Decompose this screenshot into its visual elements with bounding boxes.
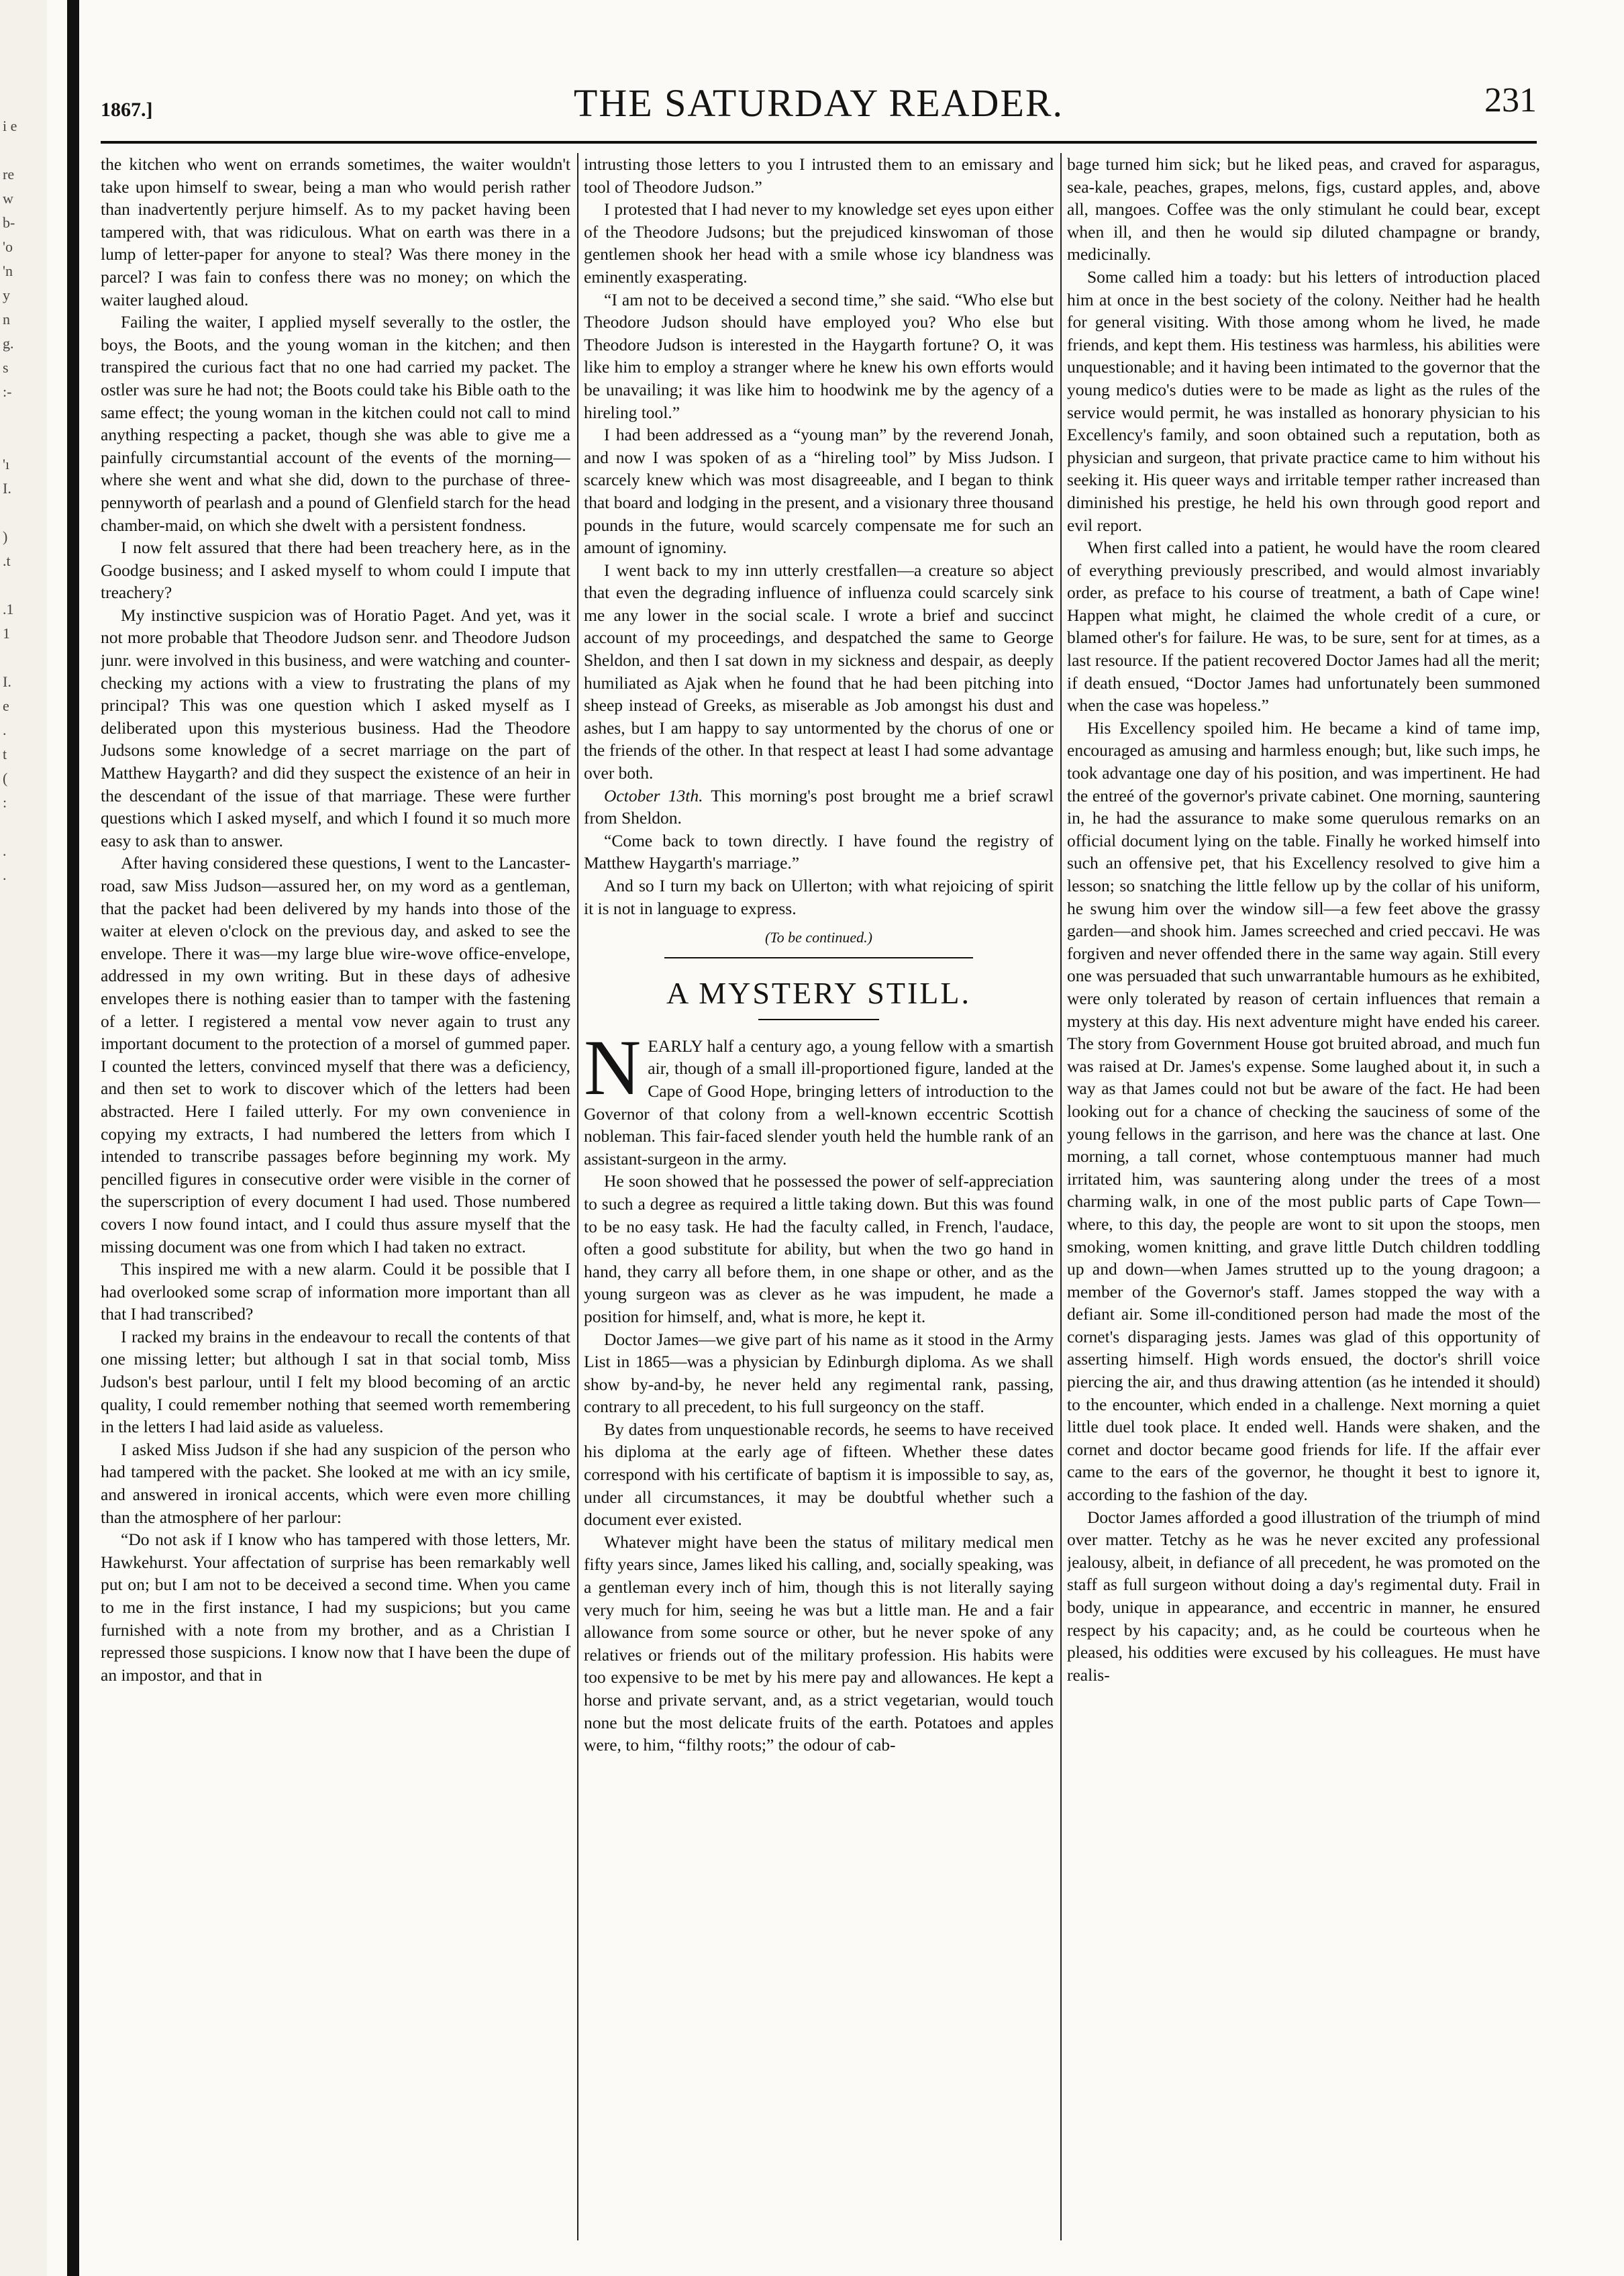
paragraph [101, 153, 570, 311]
article-rule-top [664, 957, 973, 958]
column-2-article [584, 1170, 1054, 1756]
paragraph-text: Doctor James—we give part of his name as it stood in the Army List in 1865—was a physician by Edinburgh diploma. As we shall show by-and-by, he never held any regimental rank, passing, contrary to all precedent, to his full surgeoncy on the staff. [584, 1329, 1054, 1417]
column-3 [1067, 153, 1540, 2247]
paragraph [584, 1170, 1054, 1328]
paragraph-text: I now felt assured that there had been treachery here, as in the Goodge business; and I asked myself to whom could I impute that treachery? [101, 538, 570, 603]
paragraph [101, 1528, 570, 1686]
paragraph [584, 830, 1054, 875]
paragraph [1067, 153, 1540, 266]
paragraph [101, 1258, 570, 1326]
gutter-marks: i e re w b- 'o 'n y n g. s :- 'ı I. ) .t .1 1 I. e . t ( : . . [3, 117, 17, 883]
paragraph [1067, 266, 1540, 536]
paragraph-text: the kitchen who went on errands sometimes, the waiter wouldn't take upon himself to swear, being a man who would perish rather than inadvertently perjure himself. As to my packet having been tampered with, that was ridiculous. What on earth was there in a lump of letter-paper for anyone to steal? Was there money in the parcel? I was fain to confess there was no money; on which the waiter laughed aloud. [101, 154, 570, 309]
paragraph-text: This morning's post brought me a brief scrawl from Sheldon. [584, 785, 1054, 828]
paragraph [584, 875, 1054, 920]
paragraph-text: I protested that I had never to my knowledge set eyes upon either of the Theodore Judsons; but the prejudiced kinswoman of those gentlemen shook her head with a smile whose icy blandness was eminently exasperating. [584, 199, 1054, 287]
binding-rule [67, 0, 79, 2276]
article-first-text: EARLY half a century ago, a young fellow with a smartish air, though of a small ill-proportioned figure, landed at the Cape of Good Hope, bringing letters of introduction to the Governor of that colony from a well-known eccentric Scottish nobleman. This fair-faced slender youth held the humble rank of an assistant-surgeon in the army. [584, 1036, 1054, 1169]
column-2-story-end [584, 153, 1054, 920]
paragraph-text: He soon showed that he possessed the power of self-appreciation to such a degree as required a little taking down. But this was found to be no easy task. He had the faculty called, in French, l'audace, often a good substitute for ability, but when the two go hand in hand, they carry all before them, in one shape or other, and as the young surgeon was as clever as he was impudent, he made a position for himself, and, what is more, he kept it. [584, 1171, 1054, 1326]
column-rule-2 [1060, 153, 1062, 2240]
paragraph [1067, 717, 1540, 1506]
paragraph-text: I asked Miss Judson if she had any suspicion of the person who had tampered with the packet. She looked at me with an icy smile, and answered in ironical accents, which were even more chilling than the atmosphere of her parlour: [101, 1439, 570, 1527]
paragraph [584, 424, 1054, 559]
paragraph-text: And so I turn my back on Ullerton; with what rejoicing of spirit it is not in language to express. [584, 876, 1054, 918]
paragraph-text: My instinctive suspicion was of Horatio Paget. And yet, was it not more probable that Theodore Judson senr. and Theodore Judson junr. were involved in this business, and were watching and counter-checking my actions with a view to frustrating the plans of my principal? This was one question which I asked myself as I deliberated upon this mysterious business. Had the Theodore Judsons some knowledge of a secret marriage on the part of Matthew Haygarth? and did they suspect the existence of an heir in the descendant of the issue of that marriage. These were further questions which I asked myself, and which I found it so much more easy to ask than to answer. [101, 605, 570, 850]
to-be-continued: (To be continued.) [765, 929, 872, 946]
paragraph-text: After having considered these questions, I went to the Lancaster-road, saw Miss Judson—assured her, on my word as a gentleman, that the packet had been delivered by my hands into those of the waiter at eleven o'clock on the previous day, and asked to see the envelope. There it was—my large blue wire-wove office-envelope, addressed in my own writing. But in these days of adhesive envelopes there is nothing easier than to tamper with the fastening of a letter. I registered a mental vow never again to trust any important document to the protection of a morsel of gummed paper. I counted the letters, convinced myself that there was a deficiency, and then set to work to discover which of the letters had been abstracted. Here I failed utterly. For my own convenience in copying my extracts, I had numbered the letters from which I intended to transcribe passages before beginning my work. My pencilled figures in consecutive order were visible in the corner of the superscription of every document I had used. Those numbered covers I now found intact, and I could thus assure myself that the missing document was one from which I had taken no extract. [101, 853, 570, 1256]
column-1 [101, 153, 570, 2247]
paragraph-text: When first called into a patient, he would have the room cleared of everything previously prescribed, and would almost invariably order, as preface to his course of treatment, a bath of Cape wine! Happen what might, he claimed the whole credit of a cure, or blamed other's for failure. He was, to be sure, sent for at times, as a last resource. If the patient recovered Doctor James had all the merit; if death ensued, “Doctor James had unfortunately been summoned when the case was hopeless.” [1067, 538, 1540, 715]
paragraph-text: This inspired me with a new alarm. Could it be possible that I had overlooked some scrap of information more important than all that I had transcribed? [101, 1259, 570, 1324]
paragraph [101, 1326, 570, 1438]
paragraph-text: By dates from unquestionable records, he seems to have received his diploma at the early age of fifteen. Whether these dates correspond with his certificate of baptism it is impossible to say, as, under all circumstances, it may be doubtful whether such a document ever existed. [584, 1419, 1054, 1530]
column-rule-1 [577, 153, 578, 2240]
paragraph-text: I racked my brains in the endeavour to recall the contents of that one missing letter; but although I sat in that social tomb, Miss Judson's best parlour, until I felt my blood becoming of an arctic quality, I could remember nothing that seemed worth remembering in the letters I had laid aside as valueless. [101, 1326, 570, 1437]
paragraph-text: Whatever might have been the status of military medical men fifty years since, James liked his calling, and, socially speaking, was a gentleman every inch of him, though this is not literally saying very much for him, seeing he was but a little man. He and a fair allowance from some source or other, but he never spoke of any relatives or friends out of the military profession. His habits were too expensive to be met by his mere pay and allowances. He kept a horse and private servant, and, as a strict vegetarian, would touch none but the most delicate fruits of the earth. Potatoes and apples were, to him, “filthy roots;” the odour of cab- [584, 1532, 1054, 1755]
article-title: A MYSTERY STILL. [666, 975, 971, 1010]
paragraph [101, 604, 570, 852]
drop-cap: N [584, 1023, 642, 1111]
paragraph [101, 852, 570, 1258]
page-title: THE SATURDAY READER. [573, 81, 1064, 125]
paragraph-text: “Come back to town directly. I have found the registry of Matthew Haygarth's marriage.” [584, 830, 1054, 873]
page-header [101, 77, 1537, 131]
paragraph [1067, 1506, 1540, 1687]
paragraph-text: Doctor James afforded a good illustration of the triumph of mind over matter. Tetchy as he was he never excited any professional jealousy, albeit, in defiance of all precedent, he was promoted on the staff as full surgeon without doing a day's regimental duty. Frail in body, unique in appearance, and eccentric in manner, he ensured respect by his capacity; and, as he could be courteous when he pleased, his oddities were excused by his colleagues. He must have realis- [1067, 1507, 1540, 1685]
paragraph-text: “I am not to be deceived a second time,” she said. “Who else but Theodore Judson should have employed you? Who else but Theodore Judson is interested in the Haygarth fortune? O, it was like him to employ a stranger where he knew his own efforts would be unavailing; it was like him to hoodwink me by the agency of a hireling tool.” [584, 289, 1054, 422]
header-date: 1867.] [101, 99, 153, 121]
article-first-paragraph [584, 1023, 1054, 1171]
paragraph-text: Some called him a toady: but his letters of introduction placed him at once in the best society of the colony. Neither had he health for general visiting. With those among whom he lived, he made friends, and kept them. His testiness was harmless, his abilities were unquestionable; and it having been intimated to the governor that the young medico's duties were to be made as light as the rules of the service would permit, he was installed as honorary physician to his Excellency's family, and soon obtained such a reputation, both as physician and surgeon, that private practice came to him without his seeking it. His queer ways and irritable temper rather increased than diminished his prestige, he held his own through good report and evil report. [1067, 266, 1540, 535]
paragraph-text: His Excellency spoiled him. He became a kind of tame imp, encouraged as amusing and harmless enough; but, like such imps, he took advantage one day of his position, and was impertinent. He had the entreé of the governor's private cabinet. One morning, sauntering in, he had the assurance to make some querulous remarks on an official document lying on the table. Finally he worked himself into such an offensive pet, that his Excellency resolved to give him a lesson; so snatching the little fellow up by the collar of his uniform, he swung him over the window sill—a few feet above the grassy garden—and shook him. James screeched and cried peccavi. He was forgiven and never offended there in the same way again. Still every one was persuaded that such unwarrantable humours as he exhibited, were only tolerated by reason of certain influences that remain a mystery at this day. His next adventure might have ended his career. The story from Government House got bruited abroad, and much fun was raised at Dr. James's expense. Some laughed about it, in such a way as that James could not but be aware of the fact. He had been looking out for a chance of checking the sauciness of some of the young fellows in the garrison, and here was the chance at last. One morning, a tall cornet, whose contemptuous manner had much irritated him, was sauntering along under the trees of a most charming walk, in one of the most public parts of Cape Town—where, to this day, the people are wont to sit upon the stoops, men smoking, women knitting, and grave little Dutch children toddling up and down—when James strutted up to the young dragoon; a member of the Governor's staff. James stopped the way with a defiant air. Some ill-conditioned person had made the most of the cornet's disparaging jests. James was glad of this opportunity of asserting himself. High words ensued, the doctor's shrill voice piercing the air, and thus drawing attention (as he intended it should) to the encounter, which ended in a challenge. Next morning a quiet little duel took place. It ended well. Hands were shaken, and the cornet and doctor became good friends for life. If the affair ever came to the ears of the governor, he thought it best to ignore it, according to the fashion of the day. [1067, 718, 1540, 1505]
paragraph-text: bage turned him sick; but he liked peas, and craved for asparagus, sea-kale, peaches, grapes, melons, figs, custard apples, and, above all, mangoes. Coffee was the only stimulant he could bear, except when ill, and then he would sip diluted champagne or brandy, medicinally. [1067, 154, 1540, 264]
paragraph-text: Failing the waiter, I applied myself severally to the ostler, the boys, the Boots, and the young woman in the kitchen; and then transpired the curious fact that no one had carried my packet. The ostler was sure he had not; the Boots could take his Bible oath to the same effect; the young woman in the kitchen could not call to mind anything respecting a packet, though she was able to give me a painfully circumstantial account of the events of the morning—where she went and what she did, down to the purchase of three-pennyworth of pearlash and a pound of Glenfield starch for the head chamber-maid, on which she dwelt with a persistent fondness. [101, 312, 570, 535]
paragraph [101, 311, 570, 536]
paragraph [1067, 536, 1540, 717]
paragraph [584, 289, 1054, 424]
paragraph [584, 153, 1054, 198]
dateline: October 13th. [604, 785, 703, 805]
header-rule [101, 141, 1537, 144]
paragraph-text: “Do not ask if I know who has tampered with those letters, Mr. Hawkehurst. Your affectation of surprise has been remarkably well put on; but I am not to be deceived a second time. When you came to me in the first instance, I had my suspicions; but you came furnished with a note from my brother, and as a Christian I repressed those suspicions. I know now that I have been the dupe of an impostor, and that in [101, 1530, 570, 1685]
paragraph-text: intrusting those letters to you I intrusted them to an emissary and tool of Theodore Judson.” [584, 154, 1054, 197]
paragraph [584, 1531, 1054, 1757]
paragraph [101, 1438, 570, 1528]
paragraph [584, 1418, 1054, 1531]
paragraph [584, 198, 1054, 288]
paragraph [584, 1328, 1054, 1418]
paragraph [584, 559, 1054, 785]
page-number: 231 [1484, 81, 1537, 119]
column-2 [584, 153, 1054, 2247]
paragraph [584, 785, 1054, 830]
paragraph-text: I went back to my inn utterly crestfallen—a creature so abject that even the degrading influence of influenza could scarcely sink me any lower in the social scale. I wrote a brief and succinct account of my proceedings, and despatched the same to George Sheldon, and then I sat down in my sickness and despair, as deeply humiliated as Ajak when he found that he had been pitching into sheep instead of Greeks, as miserable as Job amongst his dust and ashes, but I am happy to say untormented by the chorus of one or the friends of the other. In that respect at least I had some advantage over both. [584, 560, 1054, 783]
paragraph-text: I had been addressed as a “young man” by the reverend Jonah, and now I was spoken of as a “hireling tool” by Miss Judson. I scarcely knew which was most disagreeable, and I began to think that board and lodging in the present, and a visionary three thousand pounds in the future, would scarcely compensate me for such an amount of ignominy. [584, 425, 1054, 558]
article-rule-bottom [758, 1019, 879, 1020]
paragraph [101, 536, 570, 604]
